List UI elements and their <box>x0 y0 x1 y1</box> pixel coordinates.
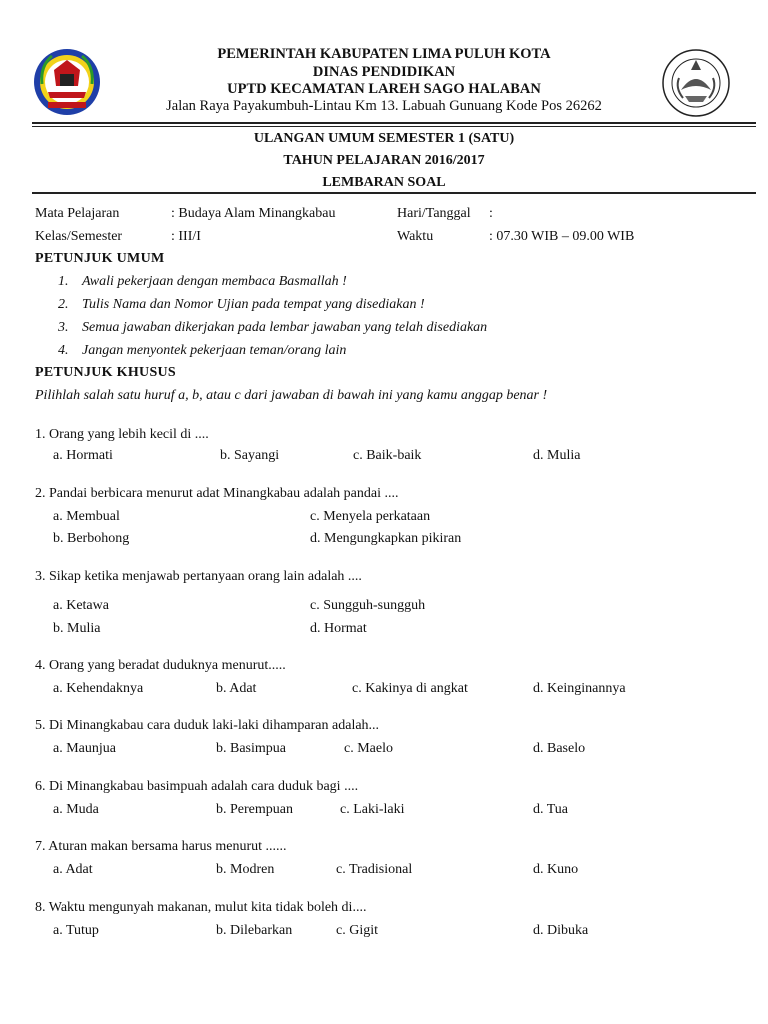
option-c: c. Sungguh-sungguh <box>310 598 426 613</box>
option-a: a. Muda <box>53 802 99 817</box>
option-b: b. Mulia <box>53 621 101 636</box>
option-a: a. Kehendaknya <box>53 681 144 696</box>
option-b: b. Adat <box>216 681 257 696</box>
exam-title-1: ULANGAN UMUM SEMESTER 1 (SATU) <box>253 131 515 146</box>
option-d: d. Kuno <box>533 862 579 877</box>
umum-item-text: Tulis Nama dan Nomor Ujian pada tempat yang disediakan ! <box>82 297 425 312</box>
header-line1: PEMERINTAH KABUPATEN LIMA PULUH KOTA <box>217 46 551 62</box>
option-c: c. Menyela perkataan <box>310 509 431 524</box>
hari-label: Hari/Tanggal <box>397 206 471 221</box>
option-b: b. Basimpua <box>216 741 286 756</box>
umum-item-num: 4. <box>58 343 69 358</box>
option-b: b. Dilebarkan <box>216 923 293 938</box>
hari-value: : <box>489 206 493 221</box>
option-d: d. Baselo <box>533 741 586 756</box>
header-rule-thin <box>32 126 756 127</box>
option-d: d. Keinginannya <box>533 681 626 696</box>
kelas-label: Kelas/Semester <box>35 229 123 244</box>
option-d: d. Mulia <box>533 448 581 463</box>
option-a: a. Membual <box>53 509 120 524</box>
option-c: c. Kakinya di angkat <box>352 681 468 696</box>
question-text: 4. Orang yang beradat duduknya menurut..... <box>35 658 286 673</box>
exam-title-3: LEMBARAN SOAL <box>322 175 446 190</box>
petunjuk-umum-heading: PETUNJUK UMUM <box>35 251 165 266</box>
option-d: d. Tua <box>533 802 569 817</box>
kelas-value: : III/I <box>171 229 201 244</box>
waktu-value: : 07.30 WIB – 09.00 WIB <box>489 229 635 244</box>
option-d: d. Hormat <box>310 621 367 636</box>
option-b: b. Perempuan <box>216 802 293 817</box>
option-b: b. Sayangi <box>220 448 280 463</box>
umum-item-num: 1. <box>58 274 69 289</box>
waktu-label: Waktu <box>397 229 434 244</box>
option-a: a. Hormati <box>53 448 113 463</box>
option-b: b. Modren <box>216 862 275 877</box>
header-line2: DINAS PENDIDIKAN <box>312 64 456 80</box>
header-line3: UPTD KECAMATAN LAREH SAGO HALABAN <box>227 81 541 97</box>
option-a: a. Adat <box>53 862 93 877</box>
umum-item-text: Awali pekerjaan dengan membaca Basmallah ! <box>82 274 347 289</box>
option-a: a. Ketawa <box>53 598 109 613</box>
question-text: 6. Di Minangkabau basimpuah adalah cara duduk bagi .... <box>35 779 359 794</box>
option-a: a. Tutup <box>53 923 99 938</box>
umum-item-num: 2. <box>58 297 69 312</box>
option-d: d. Dibuka <box>533 923 589 938</box>
question-text: 5. Di Minangkabau cara duduk laki-laki dihamparan adalah... <box>35 718 380 733</box>
header-address: Jalan Raya Payakumbuh-Lintau Km 13. Labuah Gunuang Kode Pos 26262 <box>166 98 602 114</box>
umum-item-text: Jangan menyontek pekerjaan teman/orang lain <box>82 343 347 358</box>
question-text: 8. Waktu mengunyah makanan, mulut kita tidak boleh di.... <box>35 900 367 915</box>
question-text: 7. Aturan makan bersama harus menurut ...... <box>35 839 287 854</box>
option-b: b. Berbohong <box>53 531 130 546</box>
option-c: c. Baik-baik <box>353 448 422 463</box>
option-c: c. Tradisional <box>336 862 413 877</box>
option-a: a. Maunjua <box>53 741 116 756</box>
header-rule-thick <box>32 122 756 124</box>
option-c: c. Gigit <box>336 923 378 938</box>
mapel-value: : Budaya Alam Minangkabau <box>171 206 336 221</box>
khusus-instruction: Pilihlah salah satu huruf a, b, atau c dari jawaban di bawah ini yang kamu anggap benar ! <box>35 388 548 403</box>
petunjuk-khusus-heading: PETUNJUK KHUSUS <box>35 365 177 380</box>
question-text: 1. Orang yang lebih kecil di .... <box>35 427 209 442</box>
option-c: c. Laki-laki <box>340 802 405 817</box>
umum-item-num: 3. <box>58 320 69 335</box>
option-c: c. Maelo <box>344 741 393 756</box>
option-d: d. Mengungkapkan pikiran <box>310 531 462 546</box>
umum-item-text: Semua jawaban dikerjakan pada lembar jawaban yang telah disediakan <box>82 320 488 335</box>
mapel-label: Mata Pelajaran <box>35 206 120 221</box>
title-rule <box>32 192 756 194</box>
question-text: 2. Pandai berbicara menurut adat Minangkabau adalah pandai .... <box>35 486 399 501</box>
question-text: 3. Sikap ketika menjawab pertanyaan orang lain adalah .... <box>35 569 362 584</box>
exam-title-2: TAHUN PELAJARAN 2016/2017 <box>283 153 485 168</box>
